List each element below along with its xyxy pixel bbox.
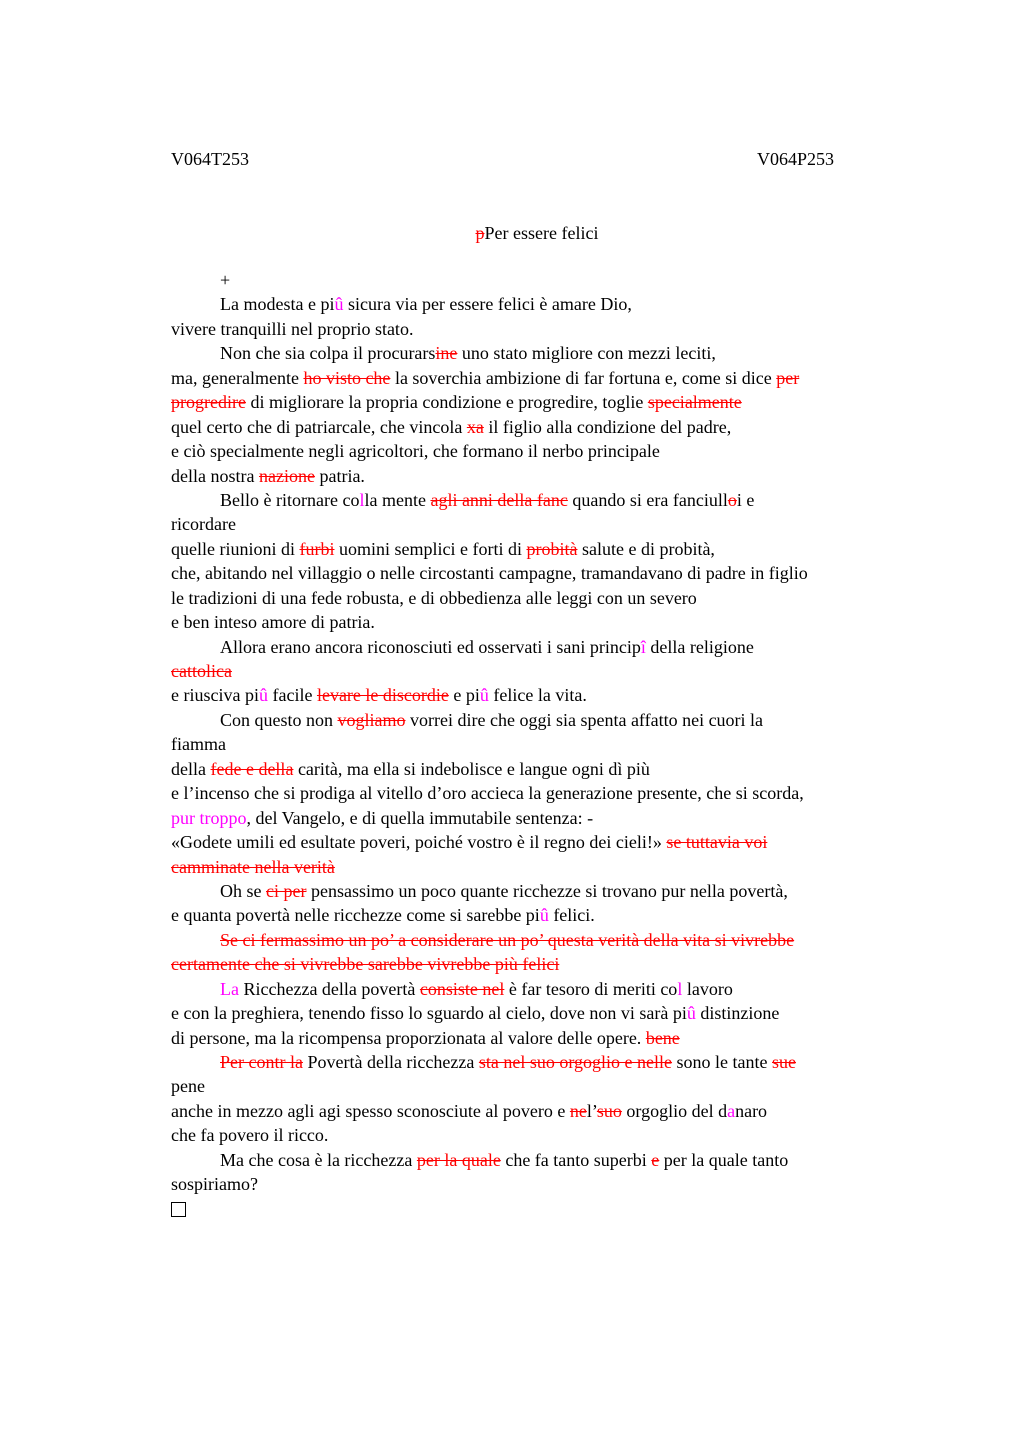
text-segment: e l’incenso che si prodiga al vitello d’oro accieca la generazione presente, che si scorda, <box>171 783 804 804</box>
text-line <box>171 659 911 683</box>
text-line <box>171 512 911 536</box>
text-segment: la mente <box>364 489 431 510</box>
deleted-text: specialmente <box>647 392 742 413</box>
text-line <box>171 732 911 756</box>
text-segment: che, abitando nel villaggio o nelle circostanti campagne, tramandavano di padre in figlio <box>171 563 808 584</box>
text-segment: uno stato migliore con mezzi leciti, <box>457 343 716 364</box>
text-segment: e riusciva pi <box>171 685 259 706</box>
text-segment: carità, ma ella si indebolisce e langue ogni dì più <box>293 758 650 779</box>
text-line <box>171 806 911 830</box>
text-segment: di migliorare la propria condizione e progredire, toglie <box>245 392 648 413</box>
inserted-text: î <box>640 636 646 657</box>
inserted-text: û <box>479 685 489 706</box>
text-line <box>171 635 911 659</box>
text-line <box>171 464 911 488</box>
text-segment: il figlio alla condizione del padre, <box>483 416 732 437</box>
text-line <box>171 610 911 634</box>
deleted-text: per <box>776 367 800 388</box>
deleted-text: consiste nel <box>419 978 505 999</box>
text-line <box>171 879 911 903</box>
inserted-text: a <box>727 1100 736 1121</box>
text-line <box>171 928 911 952</box>
text-segment: pensassimo un poco quante ricchezze si trovano pur nella povertà, <box>306 880 788 901</box>
text-segment: quel certo che di patriarcale, che vincola <box>171 416 467 437</box>
inserted-text: û <box>334 294 344 315</box>
deleted-text: per la quale <box>416 1149 501 1170</box>
text-line <box>171 415 911 439</box>
deleted-text: probità <box>526 538 578 559</box>
text-segment: «Godete umili ed esultate poveri, poiché vostro è il regno dei cieli!» <box>171 832 667 853</box>
deleted-text: ine <box>435 343 458 364</box>
deleted-text: progredire <box>171 392 246 413</box>
inserted-text: û <box>539 905 549 926</box>
deleted-text: ne <box>569 1100 587 1121</box>
inserted-text: pur troppo <box>171 807 247 828</box>
text-line <box>171 561 911 585</box>
text-segment: quelle riunioni di <box>171 538 300 559</box>
text-line <box>171 390 911 414</box>
deleted-text: fede e della <box>210 758 294 779</box>
title-deleted-letter: p <box>475 223 485 243</box>
text-segment: della <box>171 758 211 779</box>
inserted-text: La <box>220 978 239 999</box>
text-segment: facile <box>267 685 317 706</box>
text-segment: la soverchia ambizione di far fortuna e, come si dice <box>390 367 777 388</box>
text-line <box>171 683 911 707</box>
text-segment: Bello è ritornare co <box>220 489 360 510</box>
text-segment: è far tesoro di meriti co <box>504 978 678 999</box>
text-segment: vorrei dire che oggi sia spenta affatto nei cuori la <box>405 709 764 730</box>
deleted-text: cattolica <box>171 661 232 681</box>
deleted-text: certamente che si vivrebbe sarebbe vivrebbe più felici <box>171 954 560 975</box>
text-line <box>171 855 911 879</box>
text-segment: quando si era fanciull <box>567 489 728 510</box>
text-line <box>171 1099 911 1123</box>
text-segment: Ricchezza della povertà <box>238 978 420 999</box>
text-segment: Povertà della ricchezza <box>302 1052 479 1072</box>
text-segment: Non che sia colpa il procurars <box>220 343 436 364</box>
text-segment: distinzione <box>695 1003 780 1024</box>
deleted-text: nazione <box>258 465 315 486</box>
text-line <box>171 1172 911 1196</box>
text-line <box>171 708 911 732</box>
text-segment: che fa povero il ricco. <box>171 1125 329 1146</box>
inserted-text: l <box>359 489 365 510</box>
page-title <box>0 221 1024 245</box>
text-line <box>171 1148 911 1172</box>
text-segment: lavoro <box>682 978 733 999</box>
text-line <box>171 903 911 927</box>
text-segment: le tradizioni di una fede robusta, e di obbedienza alle leggi con un severo <box>171 587 697 608</box>
text-segment: Allora erano ancora riconosciuti ed osservati i sani princip <box>220 636 641 657</box>
title-text: Per essere felici <box>484 223 599 243</box>
deleted-text: o <box>727 489 737 510</box>
document-code-left: V064T253 <box>171 149 249 169</box>
text-segment: , del Vangelo, e di quella immutabile sentenza: - <box>246 807 594 828</box>
text-segment: uomini semplici e forti di <box>334 538 527 559</box>
text-segment: i e <box>736 489 755 510</box>
text-segment: e ciò specialmente negli agricoltori, che formano il nerbo principale <box>171 441 660 462</box>
text-segment: naro <box>735 1100 768 1121</box>
end-mark-line <box>171 1197 911 1221</box>
text-line <box>171 1074 911 1098</box>
text-segment: patria. <box>314 465 365 486</box>
text-segment: Oh se <box>220 880 266 901</box>
inserted-text: û <box>686 1003 696 1024</box>
text-line <box>171 1050 911 1074</box>
text-line <box>171 317 911 341</box>
square-box-icon <box>171 1202 186 1217</box>
text-segment: e con la preghiera, tenendo fisso lo sguardo al cielo, dove non vi sarà pi <box>171 1003 687 1024</box>
text-line <box>171 586 911 610</box>
text-line <box>171 781 911 805</box>
text-segment: + <box>220 270 231 290</box>
text-line <box>171 977 911 1001</box>
deleted-text: levare le discordie <box>316 685 449 706</box>
text-segment: salute e di probità, <box>577 538 715 559</box>
text-segment: ma, generalmente <box>171 367 304 388</box>
text-segment: sono le tante <box>672 1052 772 1072</box>
text-line <box>171 1026 911 1050</box>
text-segment: felici. <box>548 905 595 926</box>
inserted-text: û <box>258 685 268 706</box>
text-line <box>171 268 911 292</box>
deleted-text: Per contr la <box>220 1052 303 1072</box>
deleted-text: suo <box>596 1100 622 1121</box>
text-segment: sospiriamo? <box>171 1174 258 1195</box>
deleted-text: ho visto che <box>303 367 391 388</box>
text-line <box>171 292 911 316</box>
deleted-text: ci per <box>266 880 307 901</box>
text-segment: vivere tranquilli nel proprio stato. <box>171 318 414 339</box>
text-line <box>171 439 911 463</box>
deleted-text: camminate nella verità <box>171 856 335 877</box>
deleted-text: sue <box>772 1052 796 1072</box>
deleted-text: xa <box>466 416 484 437</box>
text-segment: pene <box>171 1076 205 1097</box>
text-segment: anche in mezzo agli agi spesso sconosciute al povero e <box>171 1100 570 1121</box>
text-line <box>171 1123 911 1147</box>
deleted-text: vogliamo <box>337 709 406 730</box>
text-segment: e quanta povertà nelle ricchezze come si sarebbe pi <box>171 905 540 926</box>
text-segment: per la quale tanto <box>659 1149 789 1170</box>
text-line <box>171 366 911 390</box>
document-body <box>171 268 911 1221</box>
deleted-text: se tuttavia voi <box>666 832 768 853</box>
text-segment: La modesta e pi <box>220 294 335 315</box>
document-code-right: V064P253 <box>757 149 835 169</box>
text-segment: della religione <box>645 636 754 657</box>
text-segment: di persone, ma la ricompensa proporzionata al valore delle opere. <box>171 1027 646 1048</box>
text-segment: sicura via per essere felici è amare Dio, <box>343 294 632 315</box>
text-line <box>171 757 911 781</box>
deleted-text: sta nel suo orgoglio e nelle <box>478 1052 673 1072</box>
deleted-text: agli anni della fanc <box>430 489 568 510</box>
text-line <box>171 488 911 512</box>
text-segment: e ben inteso amore di patria. <box>171 612 375 633</box>
text-segment: felice la vita. <box>488 685 587 706</box>
text-line <box>171 1001 911 1025</box>
text-line <box>171 830 911 854</box>
text-segment: della nostra <box>171 465 259 486</box>
text-segment: Ma che cosa è la ricchezza <box>220 1149 417 1170</box>
text-line <box>171 952 911 976</box>
text-segment: che fa tanto superbi <box>500 1149 652 1170</box>
text-line <box>171 537 911 561</box>
text-segment: l’ <box>586 1100 597 1121</box>
text-segment: e pi <box>448 685 480 706</box>
inserted-text: l <box>677 978 683 999</box>
text-line <box>171 341 911 365</box>
text-segment: Con questo non <box>220 709 338 730</box>
text-segment: ricordare <box>171 514 236 535</box>
text-segment: orgoglio del d <box>621 1100 728 1121</box>
deleted-text: bene <box>645 1027 680 1048</box>
deleted-text: e <box>651 1149 660 1170</box>
deleted-text: Se ci fermassimo un po’ a considerare un po’ questa verità della vita si vivrebbe <box>220 929 795 950</box>
deleted-text: furbi <box>299 538 335 559</box>
text-segment: fiamma <box>171 734 226 755</box>
